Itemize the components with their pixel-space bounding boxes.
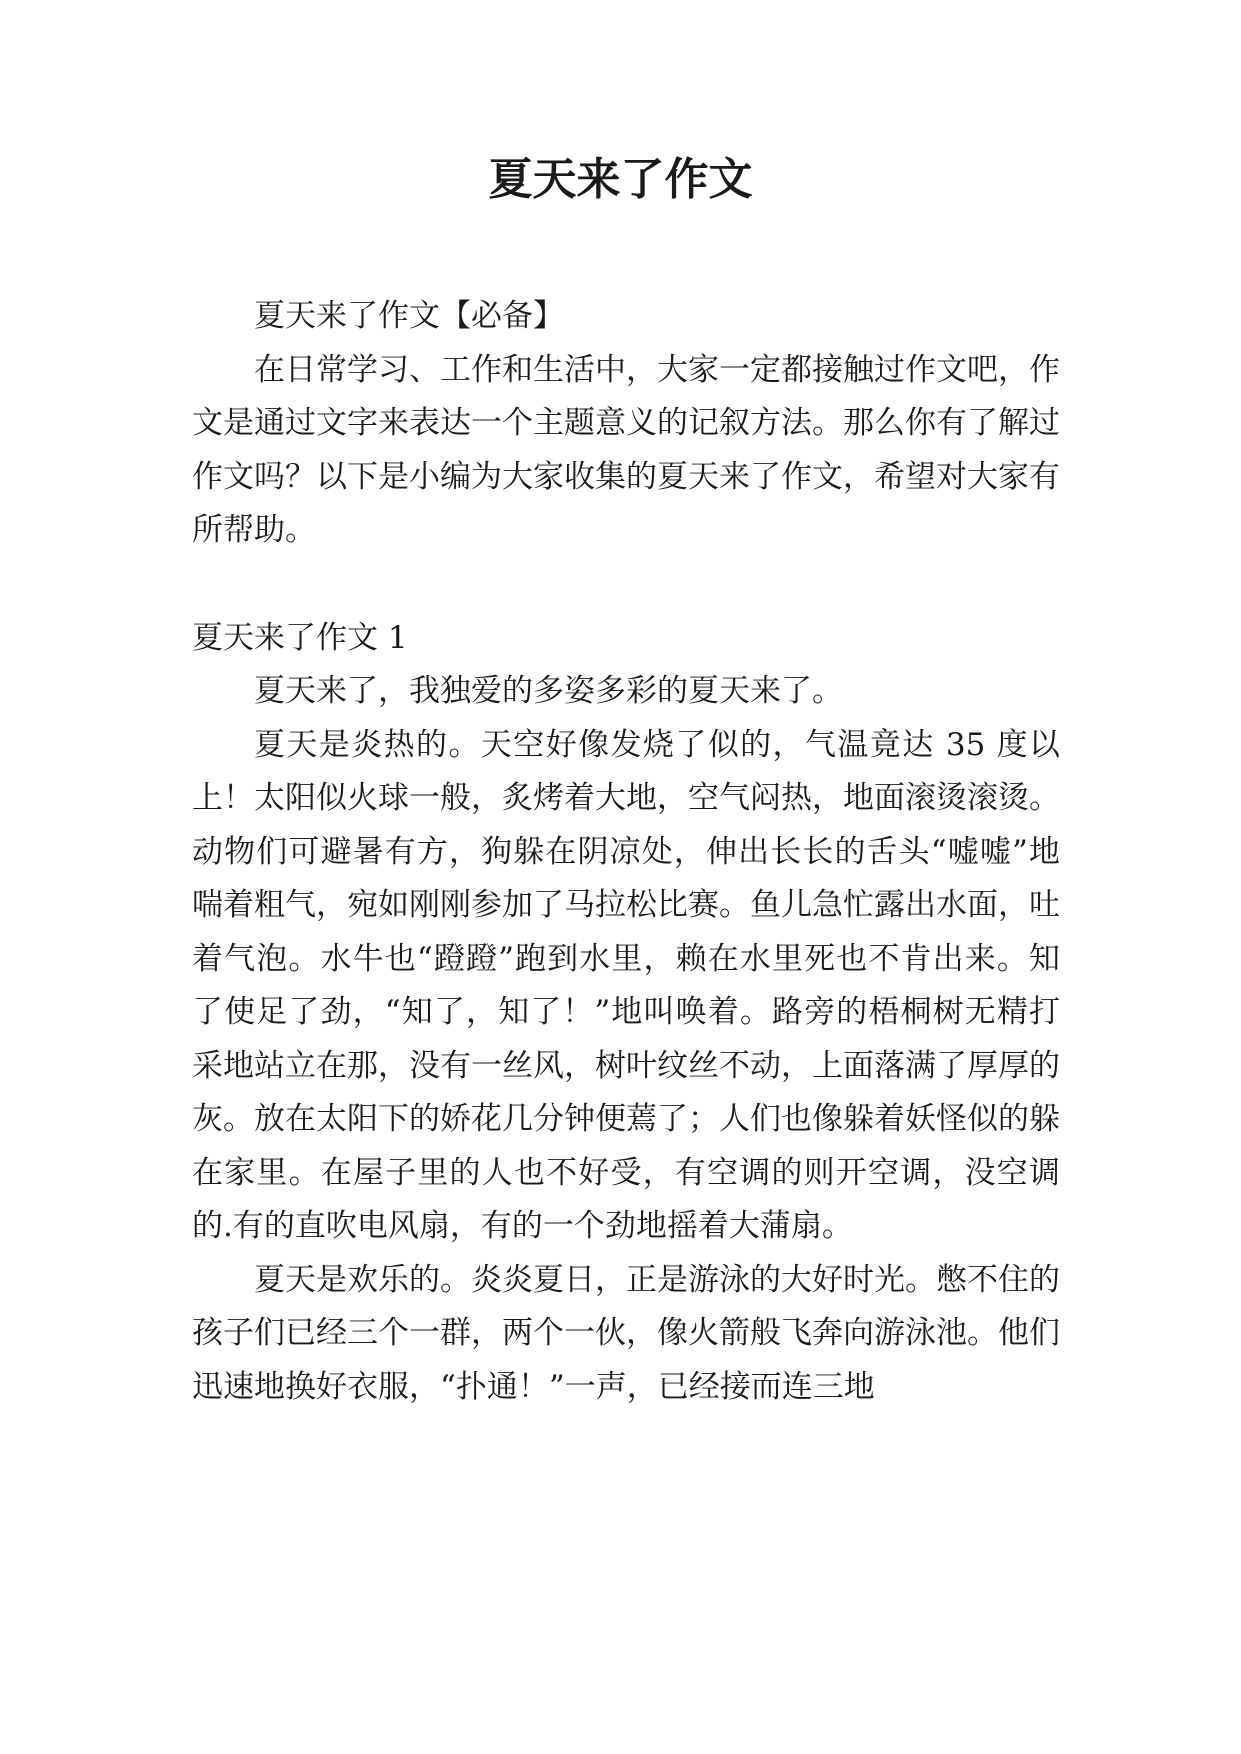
essay-paragraph-1: 夏天来了，我独爱的多姿多彩的夏天来了。 <box>254 673 843 709</box>
essay-heading: 夏天来了作文 1 <box>192 619 408 656</box>
section-spacer <box>192 558 1060 612</box>
essay-paragraph-3: 夏天是欢乐的。炎炎夏日，正是游泳的大好时光。憋不住的孩子们已经三个一群，两个一伙，像火箭般飞奔向游泳池。他们迅速地换好衣服，“扑通！”一声，已经接而连三地 <box>192 1261 1060 1405</box>
intro-paragraph: 在日常学习、工作和生活中，大家一定都接触过作文吧，作文是通过文字来表达一个主题意义的记叙方法。那么你有了解过作文吗？以下是小编为大家收集的夏天来了作文，希望对大家有所帮助。 <box>192 351 1060 548</box>
intro-subtitle: 夏天来了作文【必备】 <box>254 298 564 334</box>
document-body <box>192 290 1060 1414</box>
essay-paragraph-2: 夏天是炎热的。天空好像发烧了似的，气温竟达 35 度以上！太阳似火球一般，炙烤着大地，空气闷热，地面滚烫滚烫。动物们可避暑有方，狗躲在阴凉处，伸出长长的舌头“嘘嘘”地喘着粗气，宛如刚刚参加了马拉松比赛。鱼儿急忙露出水面，吐着气泡。水牛也“蹬蹬”跑到水里，赖在水里死也不肯出来。知了使足了劲，“知了，知了！”地叫唤着。路旁的梧桐树无精打采地站立在那，没有一丝风，树叶纹丝不动，上面落满了厚厚的灰。放在太阳下的娇花几分钟便蔫了；人们也像躲着妖怪似的躲在家里。在屋子里的人也不好受，有空调的则开空调，没空调的.有的直吹电风扇，有的一个劲地摇着大蒲扇。 <box>192 726 1060 1244</box>
page-title: 夏天来了作文 <box>488 154 753 205</box>
